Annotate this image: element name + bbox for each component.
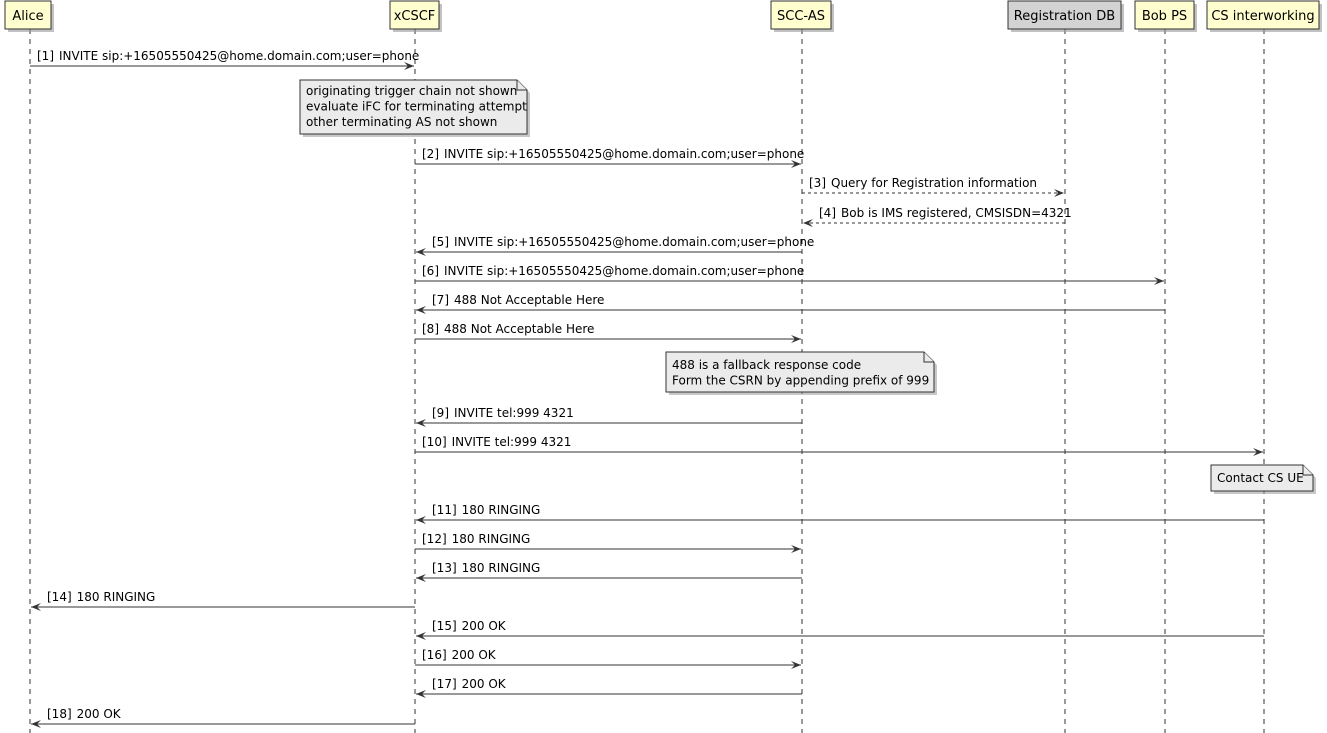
message-text: 200 OK (76, 707, 121, 721)
participant-label: SCC-AS (777, 9, 825, 24)
message-label (432, 503, 540, 517)
message-3 (802, 176, 1064, 197)
message-label (432, 293, 604, 307)
message-label (47, 590, 155, 604)
message-label (432, 619, 507, 633)
participant-label: CS interworking (1211, 9, 1315, 24)
message-text: 200 OK (461, 677, 506, 691)
message-text: Query for Registration information (831, 176, 1038, 190)
message-text: 180 RINGING (461, 561, 541, 575)
message-1 (30, 49, 419, 70)
message-number: [10] (422, 435, 447, 449)
message-text: INVITE sip:+16505550425@home.domain.com;user=phone (444, 264, 805, 278)
message-text: 200 OK (461, 619, 506, 633)
message-12 (415, 532, 801, 553)
message-text: INVITE tel:999 4321 (451, 435, 572, 449)
note-fold-icon (924, 352, 934, 362)
message-7 (416, 293, 1165, 314)
message-number: [4] (819, 206, 836, 220)
participant-xcscf (390, 1, 442, 32)
message-text: 488 Not Acceptable Here (454, 293, 605, 307)
message-number: [17] (432, 677, 457, 691)
message-number: [6] (422, 264, 439, 278)
message-label (37, 49, 419, 63)
message-label (432, 677, 507, 691)
message-5 (416, 235, 814, 256)
message-number: [2] (422, 147, 439, 161)
note-line: originating trigger chain not shown (306, 84, 518, 98)
note-line: other terminating AS not shown (306, 115, 498, 129)
message-label (422, 322, 594, 336)
message-number: [13] (432, 561, 457, 575)
message-label (432, 406, 574, 420)
message-text: 180 RINGING (76, 590, 156, 604)
message-number: [16] (422, 648, 447, 662)
message-8 (415, 322, 801, 343)
message-10 (415, 435, 1263, 456)
message-number: [14] (47, 590, 72, 604)
participant-regdb (1008, 1, 1124, 32)
message-label (432, 561, 540, 575)
message-9 (416, 406, 802, 427)
note-3 (1211, 465, 1316, 494)
message-4 (803, 206, 1072, 227)
participant-alice (5, 1, 54, 32)
message-text: 488 Not Acceptable Here (444, 322, 595, 336)
participant-label: xCSCF (393, 9, 436, 24)
message-number: [3] (809, 176, 826, 190)
message-label (809, 176, 1037, 190)
message-text: 200 OK (451, 648, 496, 662)
message-label (422, 264, 804, 278)
message-label (47, 707, 122, 721)
note-line: 488 is a fallback response code (672, 358, 862, 372)
message-label (422, 532, 530, 546)
message-2 (415, 147, 804, 168)
note-line: Form the CSRN by appending prefix of 999 (672, 373, 930, 388)
participant-csiw (1207, 1, 1322, 32)
message-number: [9] (432, 406, 449, 420)
message-text: Bob is IMS registered, CMSISDN=4321 (841, 206, 1072, 220)
message-label (422, 147, 804, 161)
message-17 (416, 677, 802, 698)
message-number: [11] (432, 503, 457, 517)
message-number: [12] (422, 532, 447, 546)
note-line: evaluate iFC for terminating attempt (306, 99, 527, 114)
note-fold-icon (517, 80, 527, 90)
message-text: INVITE sip:+16505550425@home.domain.com;user=phone (454, 235, 815, 249)
message-number: [15] (432, 619, 457, 633)
message-text: INVITE sip:+16505550425@home.domain.com;user=phone (59, 49, 420, 63)
message-13 (416, 561, 802, 582)
message-number: [8] (422, 322, 439, 336)
participant-label: Alice (12, 9, 44, 24)
message-number: [5] (432, 235, 449, 249)
message-label (422, 648, 497, 662)
note-2 (666, 352, 937, 395)
message-16 (415, 648, 801, 669)
message-number: [18] (47, 707, 72, 721)
message-number: [7] (432, 293, 449, 307)
message-text: INVITE sip:+16505550425@home.domain.com;user=phone (444, 147, 805, 161)
message-label (819, 206, 1072, 220)
note-fold-icon (1303, 465, 1313, 475)
note-line: Contact CS UE (1217, 471, 1304, 485)
message-11 (416, 503, 1264, 524)
message-text: 180 RINGING (451, 532, 531, 546)
participant-label: Bob PS (1141, 9, 1188, 24)
message-18 (31, 707, 415, 728)
message-text: INVITE tel:999 4321 (454, 406, 574, 420)
message-6 (415, 264, 1164, 285)
message-label (422, 435, 571, 449)
participant-sccas (771, 1, 834, 32)
message-number: [1] (37, 49, 54, 63)
message-text: 180 RINGING (461, 503, 541, 517)
message-15 (416, 619, 1264, 640)
participant-label: Registration DB (1013, 9, 1116, 24)
note-1 (300, 80, 530, 137)
participant-bobps (1135, 1, 1197, 32)
message-14 (31, 590, 415, 611)
message-label (432, 235, 814, 249)
